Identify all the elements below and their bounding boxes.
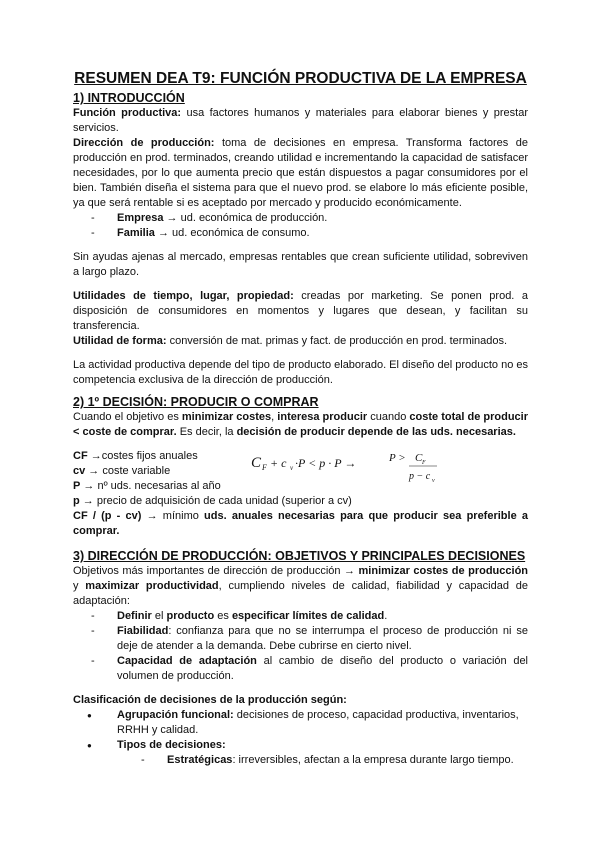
- list-clasificacion: [73, 708, 528, 768]
- definition-P: P → nº uds. necesarias al año: [73, 480, 221, 492]
- formula-rhs: P >: [389, 452, 406, 464]
- list-item: - Estratégicas: irreversibles, afectan a la empresa durante largo tiempo.: [141, 753, 528, 768]
- list-item: - Familia → ud. económica de consumo.: [91, 226, 528, 241]
- list-item: - Definir el producto es especificar límites de calidad.: [91, 609, 528, 624]
- formula-svg: [251, 451, 451, 487]
- paragraph-direccion-produccion: Dirección de producción: toma de decisiones en empresa. Transforma factores de producción en prod. terminados, creando utilidad e incrementando la capacidad de satisfacer necesidades, por lo que aumenta precio que están dispuestos a pagar consumidores por el bien. También diseña el sistema para que el nuevo prod. se elabore lo más eficiente posible, ya que será rentable si es aceptado por mercado y producido económicamente.: [73, 137, 528, 209]
- svg-text:F: F: [262, 463, 267, 472]
- definition-cv: cv → coste variable: [73, 465, 171, 477]
- paragraph-utilidades: Utilidades de tiempo, lugar, propiedad: creadas por marketing. Se ponen prod. a disposición de consumidores en momentos y lugares que desean, y facilitan su transferencia.: [73, 290, 528, 332]
- term-direccion-produccion: Dirección de producción:: [73, 137, 215, 149]
- document-page: [73, 70, 528, 768]
- list-item: - Empresa → ud. económica de producción.: [91, 211, 528, 226]
- svg-text:v: v: [432, 478, 435, 484]
- formula-plus-cv: + c: [270, 456, 287, 470]
- formula-producir-comprar: [251, 451, 451, 487]
- list-objetivos: [73, 609, 528, 684]
- formula-frac-den: p − c: [409, 471, 431, 482]
- term-funcion-productiva: Función productiva:: [73, 107, 182, 119]
- list-item: ● Tipos de decisiones: - Estratégicas: irreversibles, afectan a la empresa durante largo tiempo.: [87, 738, 528, 768]
- definition-cf: CF →costes fijos anuales: [73, 450, 198, 462]
- paragraph-minimo-uds: CF / (p - cv) → mínimo uds. anuales necesarias para que producir sea preferible a comprar.: [73, 510, 528, 537]
- definition-p: p → precio de adquisición de cada unidad (superior a cv): [73, 495, 352, 507]
- section-heading-decision: 2) 1º DECISIÓN: PRODUCIR O COMPRAR: [73, 395, 319, 409]
- paragraph-actividad: La actividad productiva depende del tipo de producto elaborado. El diseño del producto no es competencia exclusiva de la dirección de producción.: [73, 359, 528, 386]
- paragraph-ayudas: Sin ayudas ajenas al mercado, empresas rentables que crean suficiente utilidad, sobreviven a largo plazo.: [73, 251, 528, 278]
- formula-inequality: ·P < p · P →: [295, 456, 357, 470]
- paragraph-objetivo: Cuando el objetivo es minimizar costes, interesa producir cuando coste total de producir < coste de comprar. Es decir, la decisión de producir depende de las uds. necesarias.: [73, 411, 529, 438]
- svg-text:v: v: [290, 464, 294, 472]
- list-item: - Fiabilidad: confianza para que no se interrumpa el proceso de producción ni se deje de atender a la demanda. Debe cubrirse en cierto nivel.: [91, 624, 528, 654]
- paragraph-funcion-productiva: Función productiva: usa factores humanos y materiales para elaborar bienes y prestar servicios.: [73, 107, 528, 134]
- formula-frac-num: C: [415, 452, 423, 464]
- sublist-tipos: [117, 753, 528, 768]
- section-heading-direccion: 3) DIRECCIÓN DE PRODUCCIÓN: OBJETIVOS Y PRINCIPALES DECISIONES: [73, 549, 526, 563]
- list-unidades: [73, 211, 528, 241]
- formula-lhs: C: [251, 455, 262, 471]
- section-heading-introduccion: 1) INTRODUCCIÓN: [73, 91, 185, 105]
- paragraph-utilidad-forma: Utilidad de forma: conversión de mat. primas y fact. de producción en prod. terminados.: [73, 335, 508, 347]
- list-item: - Capacidad de adaptación al cambio de diseño del producto o variación del volumen de producción.: [91, 654, 528, 684]
- document-title: RESUMEN DEA T9: FUNCIÓN PRODUCTIVA DE LA EMPRESA: [74, 70, 527, 87]
- svg-text:F: F: [422, 460, 426, 466]
- paragraph-clasificacion: Clasificación de decisiones de la producción según:: [73, 694, 347, 706]
- list-item: ● Agrupación funcional: decisiones de proceso, capacidad productiva, inventarios, RRHH y calidad.: [87, 708, 528, 738]
- paragraph-objetivos: Objetivos más importantes de dirección de producción → minimizar costes de producción y maximizar productividad, cumpliendo niveles de calidad, fiabilidad y capacidad de adaptación:: [73, 565, 529, 607]
- definitions-block: [73, 449, 528, 509]
